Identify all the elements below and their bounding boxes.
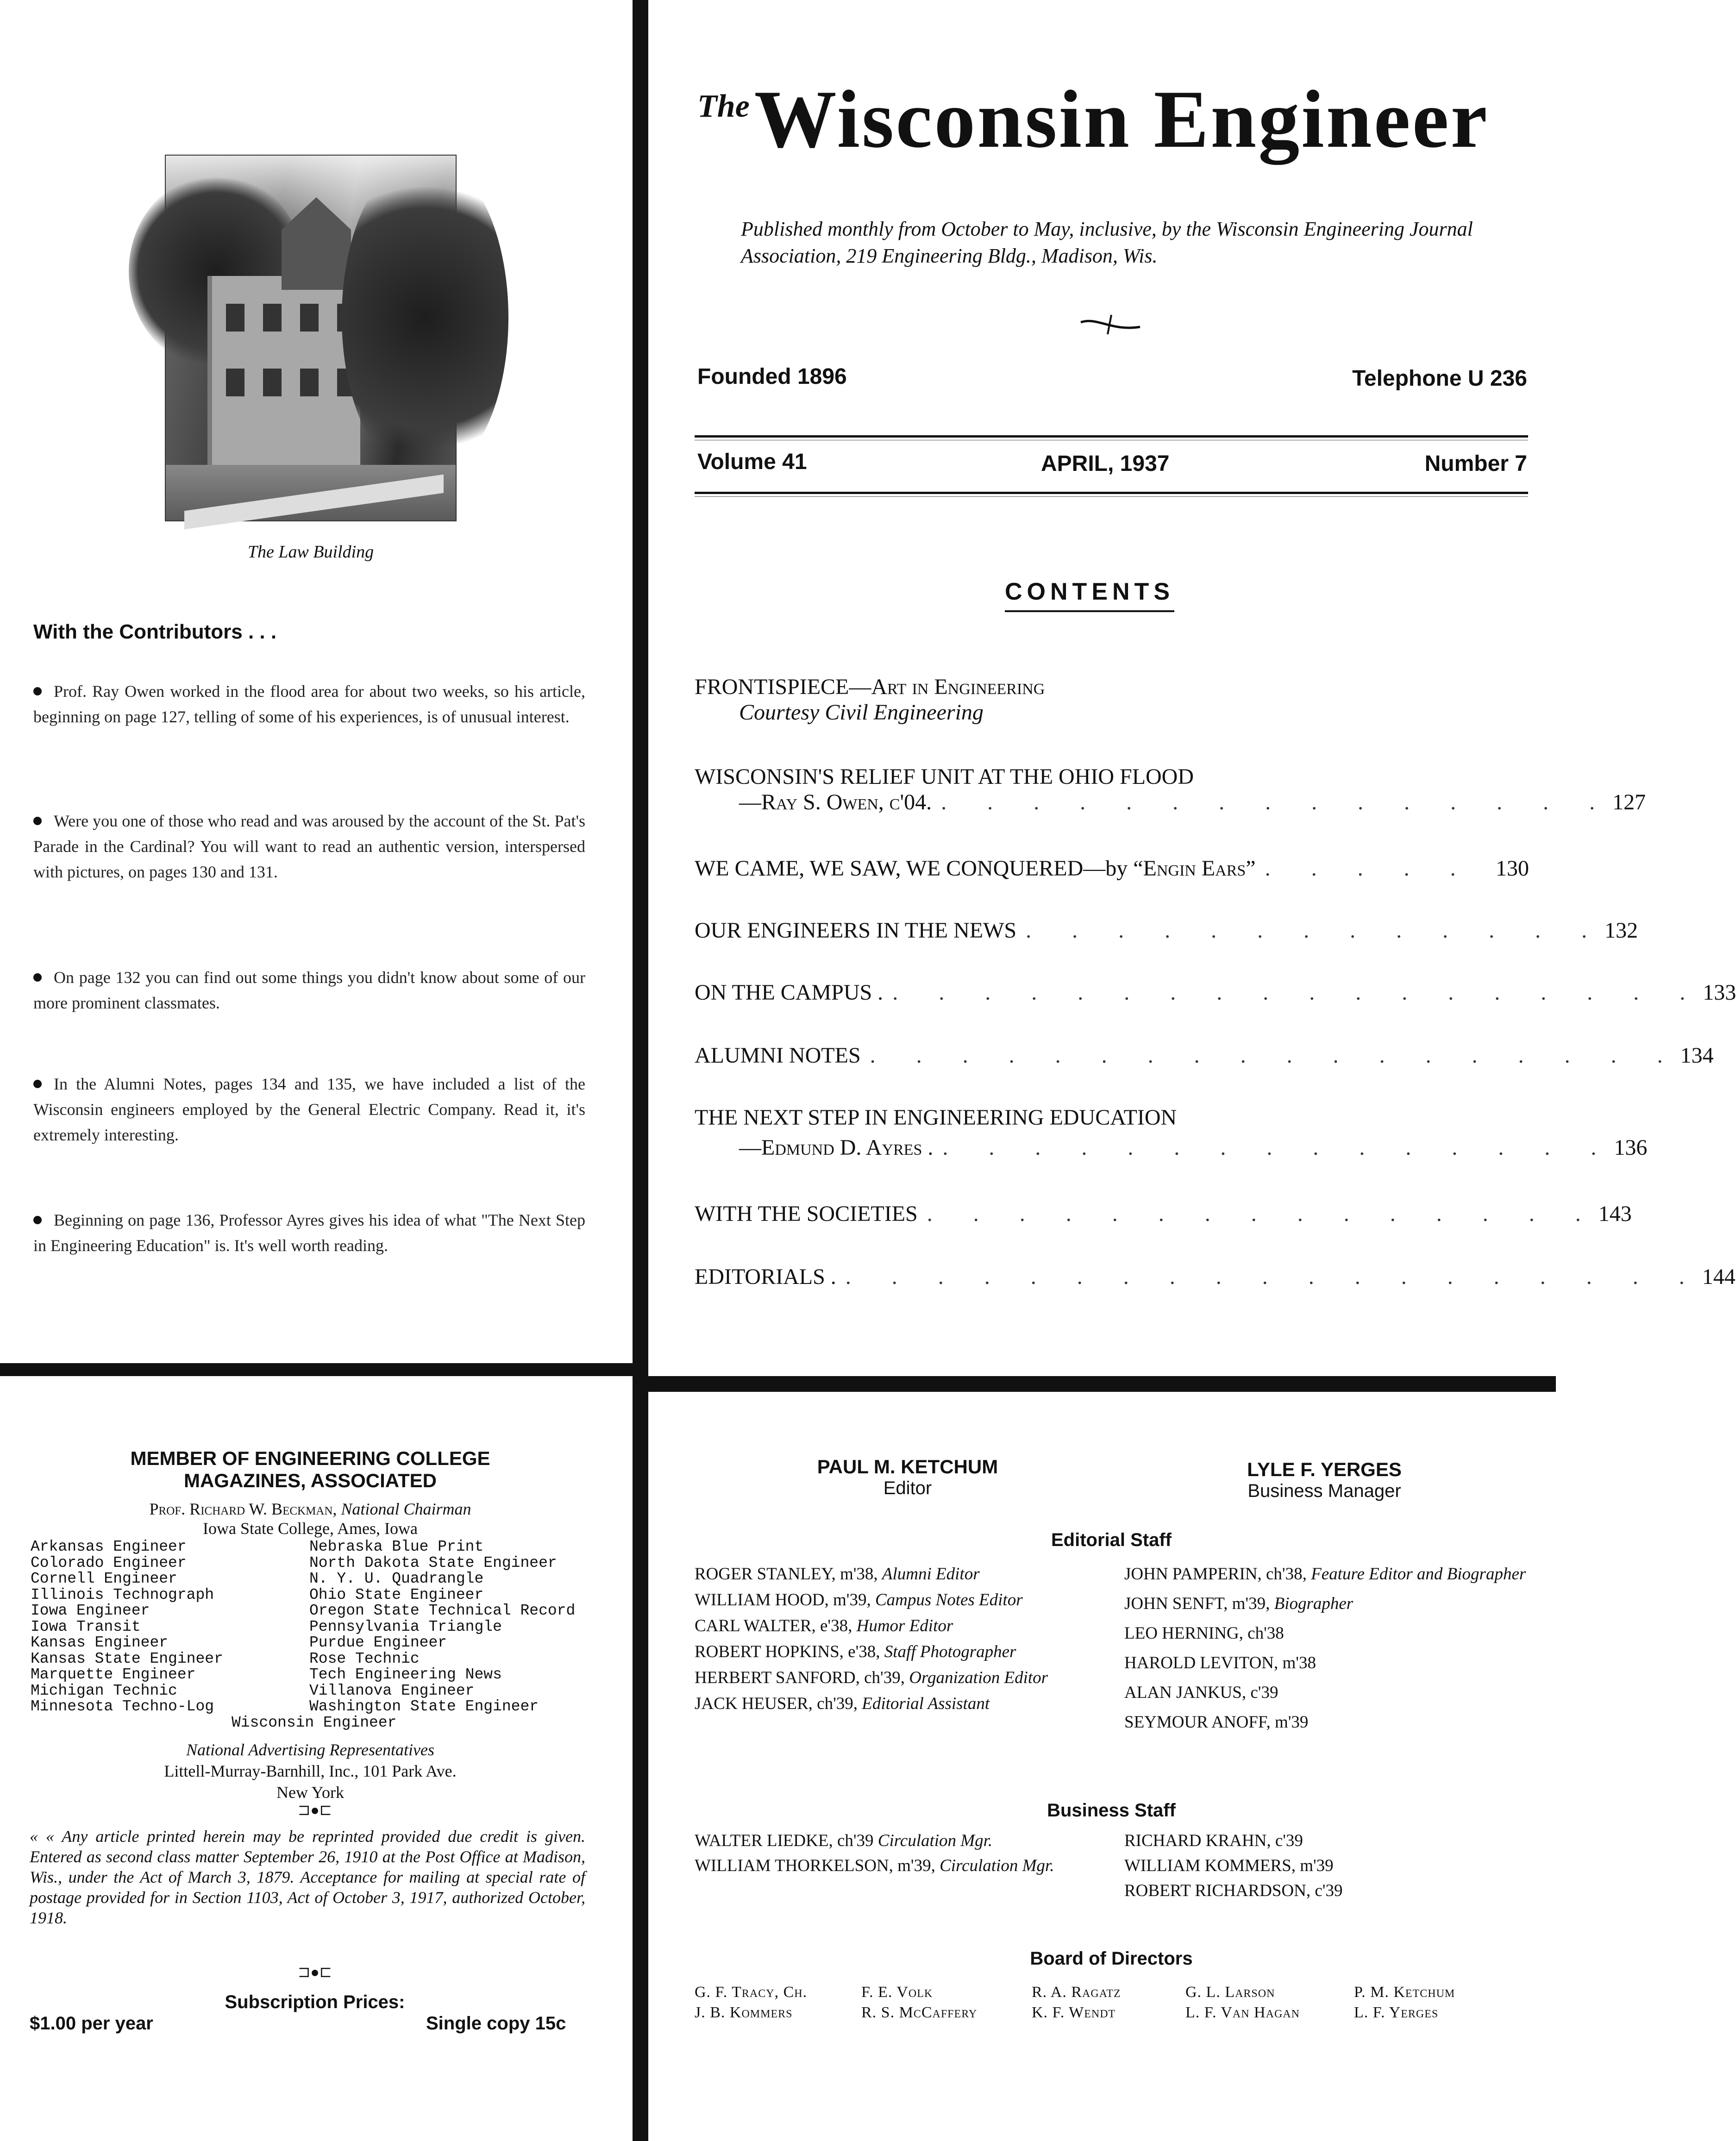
- toc-leader: . . . . . . . . . . . . . . . . . .: [892, 980, 1703, 1005]
- editorial-staff-left: [695, 1563, 1102, 1719]
- manager-role: Business Manager: [1247, 1481, 1401, 1501]
- contributor-paragraph: Beginning on page 136, Professor Ayres gives his idea of what "The Next Step in Engineering Education" is. It's well worth reading.: [33, 1211, 585, 1255]
- board-member: K. F. Wendt: [1032, 2004, 1116, 2021]
- staff-member: RICHARD KRAHN, c'39: [1124, 1831, 1303, 1850]
- magazine-name: Rose Technic: [309, 1650, 420, 1667]
- staff-member: HAROLD LEVITON, m'38: [1124, 1653, 1316, 1672]
- magazine-name: Michigan Technic: [31, 1682, 177, 1699]
- member-magazines-right: [309, 1539, 575, 1715]
- horizontal-divider-left: [0, 1363, 633, 1376]
- toc-leader: . . . . . . . . . . . . . . . . . .: [870, 1043, 1680, 1068]
- toc-leader: . . . . . . . . . . . . . . .: [927, 1202, 1598, 1226]
- contributor-paragraph: Were you one of those who read and was aroused by the account of the St. Pat's Parade in the Cardinal? You will want to read an authentic version, interspersed with pictures, on pages 130 and 131.: [33, 812, 585, 881]
- magazine-name: Iowa Engineer: [31, 1602, 150, 1619]
- ad-reps-heading: National Advertising Representatives: [186, 1740, 434, 1759]
- board-member: R. S. McCaffery: [861, 2004, 978, 2021]
- magazine-name: Nebraska Blue Print: [309, 1538, 484, 1555]
- staff-member: SEYMOUR ANOFF, m'39: [1124, 1713, 1309, 1732]
- toc-title: WISCONSIN'S RELIEF UNIT AT THE OHIO FLOOD: [695, 764, 1194, 789]
- board-member: P. M. Ketchum: [1354, 1984, 1455, 2001]
- staff-member: LEO HERNING, ch'38: [1124, 1624, 1284, 1643]
- staff-member: ROBERT RICHARDSON, c'39: [1124, 1881, 1343, 1900]
- masthead-rule: [695, 492, 1528, 494]
- reprint-notice: « « Any article printed herein may be reprinted provided due credit is given. Entered as second class matter September 26, 1910 at the Post Office at Madison, Wis., under the Act of March 3, 1879. Acceptance for mailing at special rate of postage provided for in Section 1103, Act of October 3, 1917, authorized October, 1918.: [30, 1827, 585, 1927]
- magazine-name: Cornell Engineer: [31, 1570, 177, 1587]
- issue-date: APRIL, 1937: [1041, 451, 1170, 476]
- masthead-title: Wisconsin Engineer: [754, 73, 1489, 165]
- toc-title: OUR ENGINEERS IN THE NEWS: [695, 918, 1017, 943]
- masthead-rule: [695, 435, 1528, 438]
- toc-page: 134: [1680, 1043, 1714, 1068]
- bullet-icon: [33, 687, 42, 695]
- magazine-name: Purdue Engineer: [309, 1634, 447, 1651]
- horizontal-divider-right: [648, 1376, 1556, 1392]
- magazine-name: Pennsylvania Triangle: [309, 1618, 502, 1635]
- toc-subtitle: —Ray S. Owen, c'04.: [739, 790, 932, 814]
- toc-entry-relief-unit[interactable]: [695, 764, 1646, 815]
- magazine-name: Kansas State Engineer: [31, 1650, 223, 1667]
- member-heading: MEMBER OF ENGINEERING COLLEGE MAGAZINES, ASSOCIATED: [130, 1447, 490, 1491]
- masthead: [697, 73, 1526, 165]
- toc-entry-campus[interactable]: [695, 980, 1736, 1005]
- toc-page: 144: [1702, 1265, 1736, 1289]
- board-member: J. B. Kommers: [695, 2004, 793, 2021]
- magazine-name: Illinois Technograph: [31, 1586, 214, 1603]
- magazine-name: Arkansas Engineer: [31, 1538, 187, 1555]
- board-member: F. E. Volk: [861, 1984, 933, 2001]
- price-per-year: $1.00 per year: [30, 2013, 153, 2034]
- magazine-name: Colorado Engineer: [31, 1554, 187, 1571]
- magazine-name: Iowa Transit: [31, 1618, 141, 1635]
- national-chairman: Prof. Richard W. Beckman, National Chairman: [149, 1500, 471, 1518]
- board-member: R. A. Ragatz: [1032, 1984, 1121, 2001]
- editor-name: PAUL M. KETCHUM: [817, 1456, 998, 1477]
- staff-member: JOHN SENFT, m'39, Biographer: [1124, 1594, 1354, 1613]
- telephone: Telephone U 236: [1352, 366, 1527, 391]
- board-member: L. F. Van Hagan: [1185, 2004, 1300, 2021]
- toc-leader: . . . . . . . . . . . . .: [1026, 918, 1605, 943]
- member-magazines-left: [31, 1539, 223, 1715]
- toc-entry-alumni-notes[interactable]: [695, 1043, 1714, 1068]
- toc-page: 127: [1612, 790, 1646, 814]
- business-staff-heading: Business Staff: [1047, 1800, 1176, 1821]
- toc-title: ON THE CAMPUS .: [695, 980, 884, 1005]
- ornament-icon: ⊐●⊏: [298, 1802, 332, 1818]
- magazine-name: Minnesota Techno-Log: [31, 1698, 214, 1715]
- chairman-college: Iowa State College, Ames, Iowa: [203, 1519, 418, 1538]
- staff-member: WILLIAM KOMMERS, m'39: [1124, 1856, 1334, 1875]
- staff-member: CARL WALTER, e'38, Humor Editor: [695, 1616, 953, 1635]
- contents-heading: CONTENTS: [1005, 578, 1174, 612]
- masthead-rule: [695, 496, 1528, 497]
- founded-year: Founded 1896: [697, 364, 847, 389]
- toc-title: FRONTISPIECE—Art in Engineering: [695, 675, 1045, 699]
- editorial-staff-heading: Editorial Staff: [1051, 1530, 1172, 1550]
- toc-subtitle: —Edmund D. Ayres .: [739, 1135, 934, 1160]
- editor-role: Editor: [883, 1478, 932, 1498]
- publication-note: Published monthly from October to May, inclusive, by the Wisconsin Engineering Journal Association, 219 Engineering Bldg., Madison, Wis.: [741, 218, 1473, 267]
- toc-page: 143: [1598, 1202, 1632, 1226]
- staff-member: ROBERT HOPKINS, e'38, Staff Photographer: [695, 1642, 1016, 1661]
- toc-leader: . . . . .: [1265, 856, 1473, 881]
- toc-leader: . . . . . . . . . . . . . . . . . . .: [845, 1265, 1702, 1289]
- toc-entry-next-step[interactable]: [695, 1105, 1648, 1160]
- manager-name: LYLE F. YERGES: [1247, 1459, 1402, 1480]
- magazine-name: Ohio State Engineer: [309, 1586, 484, 1603]
- ad-reps-address: Littell-Murray-Barnhill, Inc., 101 Park Ave.: [164, 1762, 457, 1780]
- price-single-copy: Single copy 15c: [426, 2013, 566, 2034]
- ornament-icon: ⊐●⊏: [298, 1964, 332, 1980]
- toc-leader: . . . . . . . . . . . . . . .: [941, 790, 1613, 814]
- bullet-icon: [33, 1216, 42, 1224]
- photo-building: [207, 276, 360, 470]
- contributors-heading: With the Contributors . . .: [33, 620, 277, 643]
- law-building-photo: [165, 155, 457, 521]
- magazine-name: Tech Engineering News: [309, 1666, 502, 1683]
- issue-number: Number 7: [1424, 451, 1527, 476]
- magazine-name: Wisconsin Engineer: [232, 1714, 397, 1731]
- masthead-the: The: [697, 88, 750, 124]
- toc-title: WE CAME, WE SAW, WE CONQUERED—by “Engin Ears”: [695, 856, 1256, 881]
- staff-member: WILLIAM THORKELSON, m'39, Circulation Mgr.: [695, 1856, 1054, 1875]
- subscription-heading: Subscription Prices:: [225, 1992, 405, 2012]
- toc-entry-we-came[interactable]: [695, 856, 1528, 881]
- toc-subtitle: Courtesy Civil Engineering: [739, 700, 984, 725]
- photo-caption: The Law Building: [247, 542, 374, 562]
- toc-page: 136: [1614, 1135, 1648, 1160]
- staff-member: ALAN JANKUS, c'39: [1124, 1683, 1278, 1702]
- staff-member: HERBERT SANFORD, ch'39, Organization Editor: [695, 1668, 1048, 1687]
- vertical-divider: [633, 0, 648, 2141]
- contributor-paragraph: On page 132 you can find out some things you didn't know about some of our more prominent classmates.: [33, 968, 585, 1012]
- volume: Volume 41: [697, 450, 807, 474]
- photo-tree: [342, 156, 508, 480]
- bullet-icon: [33, 817, 42, 825]
- magazine-name: Kansas Engineer: [31, 1634, 169, 1651]
- toc-title: EDITORIALS .: [695, 1265, 836, 1289]
- board-member: G. F. Tracy, Ch.: [695, 1984, 808, 2001]
- toc-page: 130: [1496, 856, 1529, 881]
- bullet-icon: [33, 1080, 42, 1088]
- toc-page: 133: [1703, 980, 1736, 1005]
- magazine-name: Washington State Engineer: [309, 1698, 539, 1715]
- photo-tower: [282, 197, 351, 290]
- toc-title: THE NEXT STEP IN ENGINEERING EDUCATION: [695, 1105, 1177, 1130]
- toc-title: WITH THE SOCIETIES: [695, 1202, 918, 1226]
- board-heading: Board of Directors: [1030, 1948, 1193, 1969]
- magazine-name: Marquette Engineer: [31, 1666, 196, 1683]
- ad-reps-city: New York: [276, 1783, 345, 1802]
- editorial-staff-right: [1124, 1563, 1532, 1741]
- contributor-paragraph: In the Alumni Notes, pages 134 and 135, we have included a list of the Wisconsin engineers employed by the General Electric Company. Read it, it's extremely interesting.: [33, 1075, 585, 1144]
- magazine-name: Oregon State Technical Record: [309, 1602, 576, 1619]
- editor: [764, 1456, 1051, 1499]
- toc-title: ALUMNI NOTES: [695, 1043, 861, 1068]
- toc-entry-engineers-news[interactable]: [695, 918, 1638, 943]
- toc-leader: . . . . . . . . . . . . . . .: [942, 1135, 1614, 1160]
- toc-entry-editorials[interactable]: [695, 1264, 1736, 1290]
- staff-member: ROGER STANLEY, m'38, Alumni Editor: [695, 1565, 980, 1584]
- bullet-icon: [33, 973, 42, 982]
- staff-member: WILLIAM HOOD, m'39, Campus Notes Editor: [695, 1590, 1023, 1609]
- toc-entry-frontispiece[interactable]: [695, 674, 1528, 725]
- magazine-name: Villanova Engineer: [309, 1682, 475, 1699]
- business-manager: [1185, 1459, 1463, 1502]
- toc-page: 132: [1604, 918, 1638, 943]
- staff-member: JOHN PAMPERIN, ch'38, Feature Editor and Biographer: [1124, 1565, 1526, 1584]
- staff-member: WALTER LIEDKE, ch'39 Circulation Mgr.: [695, 1831, 993, 1850]
- magazine-name: North Dakota State Engineer: [309, 1554, 557, 1571]
- staff-member: JACK HEUSER, ch'39, Editorial Assistant: [695, 1694, 990, 1713]
- flourish-ornament: [1079, 313, 1144, 336]
- magazine-name: N. Y. U. Quadrangle: [309, 1570, 484, 1587]
- contributor-paragraph: Prof. Ray Owen worked in the flood area for about two weeks, so his article, beginning on page 127, telling of some of his experiences, is of unusual interest.: [33, 682, 585, 726]
- business-staff-left: [695, 1830, 1102, 1884]
- toc-entry-societies[interactable]: [695, 1201, 1632, 1227]
- board-member: L. F. Yerges: [1354, 2004, 1439, 2021]
- board-member: G. L. Larson: [1185, 1984, 1275, 2001]
- business-staff-right: [1124, 1830, 1532, 1905]
